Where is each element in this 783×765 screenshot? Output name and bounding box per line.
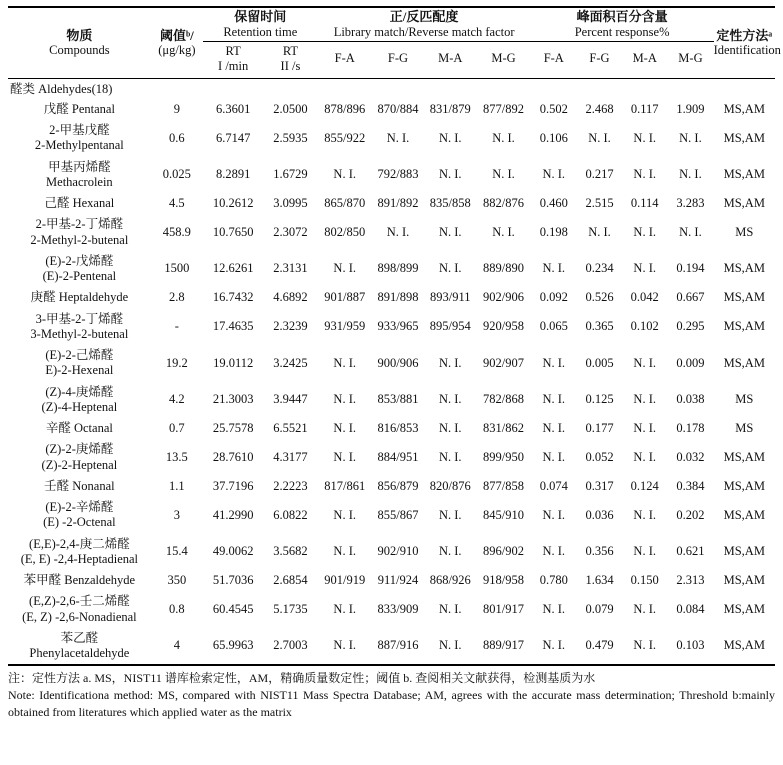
- threshold-value: 0.8: [169, 601, 185, 616]
- compound-name: 苯乙醛 Phenylacetaldehyde: [29, 630, 130, 661]
- compound-name: 甲基丙烯醛 Methacrolein: [46, 159, 113, 189]
- rt1-value: 25.7578: [212, 421, 254, 436]
- response-mg: 2.313: [676, 573, 705, 588]
- response-ma: 0.042: [630, 290, 659, 305]
- response-mg: N. I.: [679, 167, 702, 182]
- table-row: [8, 287, 775, 308]
- rt2-value: 2.3239: [273, 319, 308, 334]
- match-ma: 820/876: [429, 478, 471, 493]
- table-row: [8, 382, 775, 419]
- response-mg: 0.202: [676, 507, 705, 522]
- footnote: [8, 670, 775, 720]
- rt1-value: 10.2612: [212, 196, 254, 211]
- group-header-match-zh: 正/反匹配度: [389, 9, 459, 24]
- match-fa: N. I.: [333, 449, 356, 464]
- compound-name: 苯甲醛 Benzaldehyde: [23, 573, 136, 588]
- rt2-value: 5.1735: [273, 601, 308, 616]
- match-mg: N. I.: [492, 224, 515, 239]
- match-fg: 856/879: [377, 478, 419, 493]
- match-ma: N. I.: [438, 392, 462, 407]
- match-fg: 898/899: [377, 261, 419, 276]
- footnote-en: Note: Identificationa method: MS, compared with NIST11 Mass Spectra Database; AM, agrees with the accurate mass determination; Threshold b:mainly obtained from literatures which applied water as the matrix: [8, 688, 775, 719]
- identification-method: MS,AM: [723, 101, 765, 116]
- response-mg: 0.194: [676, 261, 705, 276]
- threshold-value: 19.2: [165, 355, 188, 370]
- match-mg: 882/876: [483, 196, 524, 211]
- table-row: [8, 534, 775, 571]
- match-ma: N. I.: [438, 130, 462, 145]
- rt2-value: 2.3131: [273, 261, 308, 276]
- response-fa: N. I.: [542, 167, 566, 182]
- match-fg: 853/881: [377, 392, 419, 407]
- match-ma: N. I.: [438, 355, 462, 370]
- response-ma: 0.117: [630, 101, 659, 116]
- compound-name: 辛醛 Octanal: [45, 421, 113, 436]
- compound-name: (E,E)-2,4-庚二烯醛 (E, E) -2,4-Heptadienal: [20, 536, 139, 566]
- rt2-value: 1.6729: [273, 167, 308, 182]
- match-ma: N. I.: [438, 638, 462, 653]
- rt2-value: 6.5521: [273, 421, 308, 436]
- compound-name: (E,Z)-2,6-壬二烯醛 (E, Z) -2,6-Nonadienal: [22, 594, 137, 624]
- match-fg: 884/951: [377, 449, 419, 464]
- response-mg: 1.909: [676, 101, 705, 116]
- response-fa: N. I.: [542, 261, 566, 276]
- rt2-value: 2.2223: [273, 478, 308, 493]
- match-fg: 855/867: [377, 507, 419, 522]
- col-header-rt1: [203, 41, 263, 78]
- match-fa: N. I.: [333, 392, 356, 407]
- match-mg: 902/907: [483, 355, 524, 370]
- response-ma: N. I.: [633, 507, 656, 522]
- compound-name: 己醛 Hexanal: [44, 196, 115, 211]
- match-fg: 891/892: [377, 196, 419, 211]
- match-mg: 877/892: [483, 101, 524, 116]
- response-ma: N. I.: [633, 638, 656, 653]
- response-fg: 2.515: [585, 196, 614, 211]
- match-fg: 911/924: [377, 573, 419, 588]
- group-header-retention-zh: 保留时间: [234, 9, 287, 24]
- response-fg: 0.365: [585, 319, 614, 334]
- col-header-identification-en: Identification: [713, 43, 781, 58]
- compound-name: (Z)-2-庚烯醛 (Z)-2-Heptenal: [41, 442, 118, 472]
- compound-name: (Z)-4-庚烯醛 (Z)-4-Heptenal: [41, 384, 118, 414]
- rt2-value: 2.0500: [273, 101, 308, 116]
- match-ma: N. I.: [438, 421, 462, 436]
- rt2-value: 3.9447: [273, 392, 308, 407]
- col-header-match-fa: F-A: [318, 41, 372, 78]
- rt2-value: 3.2425: [273, 355, 308, 370]
- match-fa: 865/870: [324, 196, 366, 211]
- table-row: [8, 345, 775, 382]
- response-ma: N. I.: [633, 449, 656, 464]
- match-mg: N. I.: [492, 167, 515, 182]
- response-ma: N. I.: [633, 130, 656, 145]
- identification-method: MS,AM: [723, 130, 765, 145]
- threshold-value: 1500: [164, 261, 190, 276]
- response-fg: 0.052: [585, 449, 614, 464]
- match-mg: 899/950: [483, 449, 524, 464]
- rt1-value: 65.9963: [212, 638, 254, 653]
- table-row: [8, 251, 775, 288]
- group-header-response-en: Percent response%: [574, 24, 670, 39]
- match-fa: N. I.: [333, 355, 356, 370]
- group-header-match-en: Library match/Reverse match factor: [333, 24, 515, 39]
- threshold-value: 1.1: [169, 478, 185, 493]
- response-fa: N. I.: [542, 392, 566, 407]
- rt2-value: 2.6854: [273, 573, 308, 588]
- rt1-value: 6.7147: [215, 130, 251, 145]
- rt2-value: 6.0822: [273, 507, 308, 522]
- match-ma: N. I.: [438, 449, 462, 464]
- response-ma: N. I.: [633, 601, 656, 616]
- response-fa: N. I.: [542, 601, 566, 616]
- identification-method: MS,AM: [723, 478, 765, 493]
- match-fa: N. I.: [333, 421, 356, 436]
- response-fa: 0.065: [539, 319, 568, 334]
- response-fa: N. I.: [542, 449, 566, 464]
- table-row: [8, 628, 775, 666]
- response-fg: N. I.: [588, 224, 611, 239]
- threshold-value: 2.8: [169, 290, 185, 305]
- col-header-compounds-en: Compounds: [49, 43, 110, 58]
- compound-name: 壬醛 Nonanal: [44, 478, 115, 493]
- col-header-match-mg: M-G: [476, 41, 530, 78]
- table-row: [8, 439, 775, 476]
- col-header-response-ma: M-A: [622, 41, 667, 78]
- response-ma: N. I.: [633, 421, 656, 436]
- response-mg: N. I.: [679, 130, 702, 145]
- response-mg: 0.621: [676, 544, 705, 559]
- response-fa: N. I.: [542, 638, 566, 653]
- threshold-value: 458.9: [162, 224, 191, 239]
- col-header-threshold: [151, 7, 203, 78]
- response-ma: N. I.: [633, 167, 656, 182]
- response-fg: 0.479: [585, 638, 614, 653]
- match-fg: 816/853: [377, 421, 419, 436]
- response-ma: 0.102: [630, 319, 659, 334]
- threshold-value: 0.6: [169, 130, 185, 145]
- rt2-value: 4.6892: [273, 290, 308, 305]
- response-ma: N. I.: [633, 224, 656, 239]
- match-fa: 802/850: [324, 224, 366, 239]
- compound-name: (E)-2-戊烯醛 (E)-2-Pentenal: [42, 253, 117, 284]
- table-header: [8, 7, 781, 78]
- match-ma: N. I.: [438, 544, 462, 559]
- col-header-rt2-line2: II /s: [280, 58, 301, 73]
- response-mg: 0.178: [676, 421, 705, 436]
- match-fg: 902/910: [377, 544, 419, 559]
- response-fa: 0.092: [539, 290, 568, 305]
- response-fa: 0.198: [539, 224, 568, 239]
- response-fg: 0.005: [585, 355, 614, 370]
- match-fa: N. I.: [333, 544, 356, 559]
- response-fa: N. I.: [542, 355, 566, 370]
- response-fg: N. I.: [588, 130, 611, 145]
- compound-name: 2-甲基戊醛 2-Methylpentanal: [34, 123, 124, 153]
- response-fg: 0.526: [585, 290, 614, 305]
- match-ma: N. I.: [438, 167, 462, 182]
- compounds-table: [8, 6, 781, 666]
- threshold-value: -: [174, 319, 179, 334]
- match-fa: N. I.: [333, 507, 356, 522]
- identification-method: MS,AM: [723, 601, 765, 616]
- response-ma: N. I.: [633, 544, 656, 559]
- match-mg: 877/858: [483, 478, 524, 493]
- identification-method: MS,AM: [723, 196, 765, 211]
- response-mg: 0.009: [676, 355, 705, 370]
- response-fg: 0.036: [585, 507, 614, 522]
- col-header-response-fa: F-A: [531, 41, 577, 78]
- match-fg: 870/884: [377, 101, 419, 116]
- footnote-zh: 注：定性方法 a. MS，NIST11 谱库检索定性，AM，精确质量数定性；阈值 b. 查阅相关文献获得，检测基质为水: [8, 671, 596, 686]
- match-mg: 831/862: [483, 421, 524, 436]
- section-row-aldehydes: [8, 78, 775, 99]
- identification-method: MS: [735, 392, 754, 407]
- response-ma: N. I.: [633, 392, 656, 407]
- match-fa: N. I.: [333, 261, 356, 276]
- table-row: [8, 309, 775, 346]
- col-header-rt1-line2: I /min: [218, 58, 249, 73]
- response-fg: 0.125: [585, 392, 614, 407]
- match-ma: 895/954: [429, 319, 471, 334]
- col-header-identification-zh: 定性方法ᵃ: [716, 27, 773, 43]
- rt1-value: 60.4545: [212, 601, 254, 616]
- response-mg: 0.084: [676, 601, 705, 616]
- response-ma: 0.124: [630, 478, 659, 493]
- match-fg: 792/883: [377, 167, 419, 182]
- match-mg: 918/958: [483, 573, 524, 588]
- col-header-threshold-line1: 阈值ᵇ/: [159, 27, 194, 43]
- match-mg: 782/868: [483, 392, 524, 407]
- rt2-value: 3.0995: [273, 196, 308, 211]
- match-ma: N. I.: [438, 261, 462, 276]
- table-row: [8, 214, 775, 251]
- match-mg: 889/890: [483, 261, 524, 276]
- response-ma: N. I.: [633, 355, 656, 370]
- response-ma: 0.114: [630, 196, 659, 211]
- match-mg: 896/902: [483, 544, 524, 559]
- match-mg: 902/906: [483, 290, 524, 305]
- response-mg: 0.667: [676, 290, 705, 305]
- compound-name: 庚醛 Heptaldehyde: [30, 290, 129, 305]
- match-fa: 931/959: [324, 319, 366, 334]
- table-row: [8, 120, 775, 157]
- match-mg: 920/958: [483, 319, 524, 334]
- match-fa: 901/887: [324, 290, 366, 305]
- rt1-value: 17.4635: [212, 319, 254, 334]
- match-ma: 835/858: [429, 196, 471, 211]
- response-mg: 3.283: [676, 196, 705, 211]
- identification-method: MS,AM: [723, 449, 765, 464]
- response-fg: 2.468: [585, 101, 614, 116]
- match-ma: 893/911: [429, 290, 471, 305]
- col-header-match-fg: F-G: [372, 41, 424, 78]
- match-ma: 831/879: [429, 101, 471, 116]
- response-fg: 1.634: [585, 573, 614, 588]
- table-body: [8, 78, 775, 665]
- threshold-value: 3: [173, 507, 180, 522]
- match-fg: 933/965: [377, 319, 419, 334]
- response-fa: 0.106: [539, 130, 568, 145]
- response-fa: N. I.: [542, 507, 566, 522]
- match-fa: 878/896: [324, 101, 366, 116]
- response-fg: 0.317: [585, 478, 614, 493]
- compound-name: (E)-2-己烯醛 E)-2-Hexenal: [45, 348, 114, 378]
- match-mg: 845/910: [483, 507, 524, 522]
- response-fa: 0.460: [539, 196, 568, 211]
- match-ma: N. I.: [438, 601, 462, 616]
- response-mg: 0.384: [676, 478, 705, 493]
- response-mg: N. I.: [679, 224, 702, 239]
- match-fa: 855/922: [324, 130, 366, 145]
- table-row: [8, 99, 775, 120]
- rt1-value: 19.0112: [213, 355, 254, 370]
- rt2-value: 3.5682: [273, 544, 308, 559]
- match-fa: N. I.: [333, 167, 356, 182]
- match-ma: N. I.: [438, 507, 462, 522]
- match-fa: 901/919: [324, 573, 366, 588]
- rt1-value: 21.3003: [212, 392, 254, 407]
- response-fa: 0.780: [539, 573, 568, 588]
- table-row: [8, 418, 775, 439]
- rt1-value: 41.2990: [212, 507, 254, 522]
- threshold-value: 4: [173, 638, 180, 653]
- identification-method: MS,AM: [723, 167, 765, 182]
- col-header-rt1-line1: RT: [225, 43, 241, 58]
- table-row: [8, 591, 775, 628]
- response-mg: 0.295: [676, 319, 705, 334]
- col-header-rt2: [263, 41, 317, 78]
- response-fa: N. I.: [542, 421, 566, 436]
- identification-method: MS,AM: [723, 290, 765, 305]
- threshold-value: 9: [173, 101, 180, 116]
- identification-method: MS,AM: [723, 261, 765, 276]
- response-fg: 0.356: [585, 544, 614, 559]
- col-header-response-fg: F-G: [577, 41, 622, 78]
- match-fa: N. I.: [333, 638, 356, 653]
- match-fg: N. I.: [386, 224, 410, 239]
- rt1-value: 16.7432: [212, 290, 254, 305]
- identification-method: MS,AM: [723, 544, 765, 559]
- identification-method: MS: [735, 224, 754, 239]
- rt1-value: 37.7196: [212, 478, 254, 493]
- match-fg: 833/909: [377, 601, 419, 616]
- identification-method: MS,AM: [723, 355, 765, 370]
- threshold-value: 0.025: [162, 167, 191, 182]
- table-row: [8, 193, 775, 214]
- rt1-value: 51.7036: [212, 573, 254, 588]
- response-fg: 0.217: [585, 167, 614, 182]
- threshold-value: 4.5: [169, 196, 185, 211]
- col-header-compounds-zh: 物质: [66, 27, 93, 43]
- match-mg: N. I.: [492, 130, 515, 145]
- identification-method: MS,AM: [723, 638, 765, 653]
- response-ma: 0.150: [630, 573, 659, 588]
- group-header-response-zh: 峰面积百分含量: [576, 9, 668, 24]
- group-header-response: [531, 7, 714, 41]
- match-fg: N. I.: [386, 130, 410, 145]
- threshold-value: 350: [167, 573, 187, 588]
- table-row: [8, 157, 775, 194]
- compound-name: 3-甲基-2-丁烯醛 3-Methyl-2-butenal: [30, 311, 129, 341]
- col-header-match-ma: M-A: [424, 41, 476, 78]
- response-ma: N. I.: [633, 261, 656, 276]
- rt1-value: 6.3601: [215, 101, 251, 116]
- response-mg: 0.038: [676, 392, 705, 407]
- response-fa: 0.074: [539, 478, 568, 493]
- match-fg: 900/906: [377, 355, 419, 370]
- col-header-response-mg: M-G: [667, 41, 713, 78]
- group-header-match: [318, 7, 531, 41]
- threshold-value: 15.4: [165, 544, 188, 559]
- threshold-value: 13.5: [165, 449, 188, 464]
- threshold-value: 0.7: [169, 421, 185, 436]
- table-row: [8, 570, 775, 591]
- identification-method: MS: [735, 421, 754, 436]
- rt1-value: 28.7610: [212, 449, 254, 464]
- group-header-retention-en: Retention time: [223, 24, 298, 39]
- col-header-identification: [713, 7, 781, 78]
- section-label: 醛类 Aldehydes(18): [10, 81, 113, 96]
- compound-name: (E)-2-辛烯醛 (E) -2-Octenal: [43, 500, 116, 530]
- rt1-value: 12.6261: [212, 261, 254, 276]
- threshold-value: 4.2: [169, 392, 185, 407]
- match-mg: 889/917: [483, 638, 524, 653]
- rt2-value: 2.5935: [273, 130, 308, 145]
- response-fg: 0.177: [585, 421, 614, 436]
- compound-name: 戊醛 Pentanal: [43, 101, 115, 116]
- response-mg: 0.032: [676, 449, 705, 464]
- identification-method: MS,AM: [723, 573, 765, 588]
- response-fg: 0.079: [585, 601, 614, 616]
- match-mg: 801/917: [483, 601, 524, 616]
- match-ma: N. I.: [438, 224, 462, 239]
- rt1-value: 49.0062: [212, 544, 254, 559]
- col-header-threshold-line2: (μg/kg): [158, 43, 196, 58]
- group-header-retention: [203, 7, 318, 41]
- match-fa: N. I.: [333, 601, 356, 616]
- response-fa: 0.502: [539, 101, 568, 116]
- compound-name: 2-甲基-2-丁烯醛 2-Methyl-2-butenal: [30, 217, 129, 247]
- identification-method: MS,AM: [723, 507, 765, 522]
- identification-method: MS,AM: [723, 319, 765, 334]
- response-fa: N. I.: [542, 544, 566, 559]
- table-row: [8, 497, 775, 534]
- response-mg: 0.103: [676, 638, 705, 653]
- col-header-rt2-line1: RT: [282, 43, 299, 58]
- table-row: [8, 476, 775, 497]
- rt1-value: 10.7650: [212, 224, 254, 239]
- match-fa: 817/861: [324, 478, 366, 493]
- match-fg: 887/916: [377, 638, 419, 653]
- col-header-compounds: [8, 7, 151, 78]
- rt2-value: 2.7003: [273, 638, 308, 653]
- rt1-value: 8.2891: [215, 167, 251, 182]
- response-fg: 0.234: [585, 261, 614, 276]
- match-ma: 868/926: [429, 573, 471, 588]
- rt2-value: 4.3177: [273, 449, 308, 464]
- match-fg: 891/898: [377, 290, 419, 305]
- rt2-value: 2.3072: [273, 224, 308, 239]
